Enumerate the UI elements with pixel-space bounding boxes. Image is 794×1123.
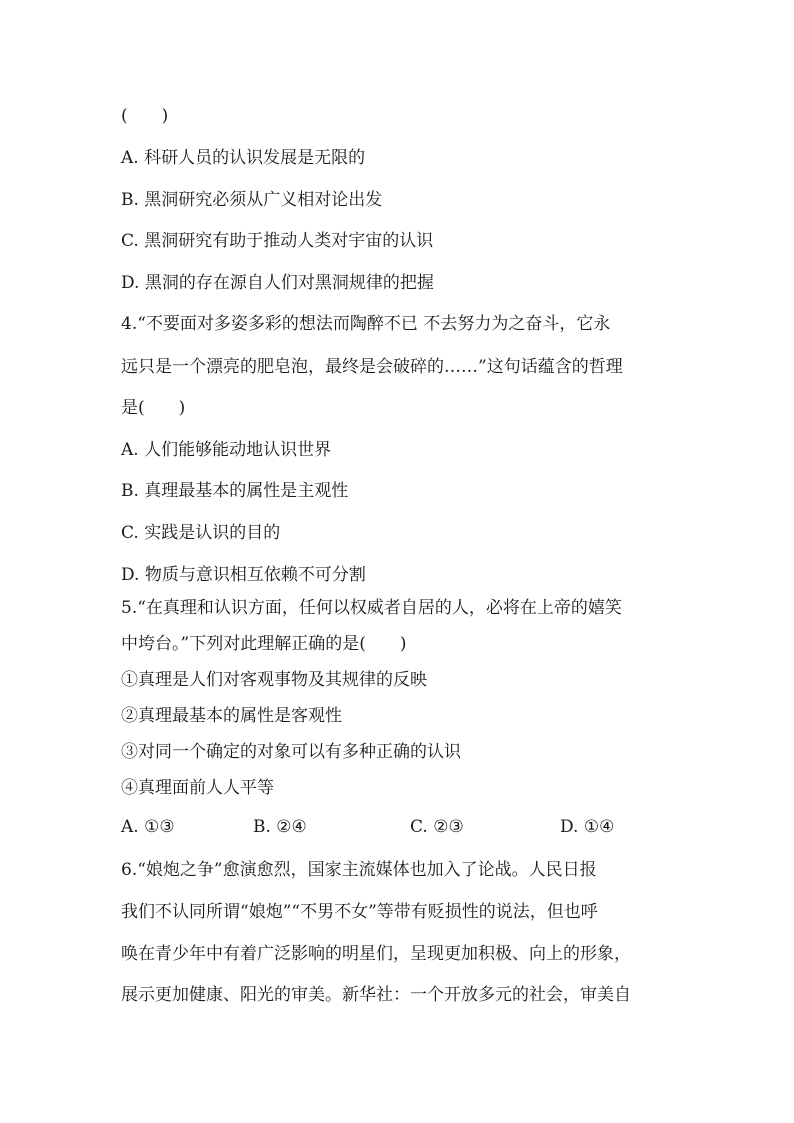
- q5-option-b: B. ②④: [253, 817, 307, 837]
- q3-option-b: B. 黑洞研究必须从广义相对论出发: [121, 190, 383, 210]
- q4-option-c: C. 实践是认识的目的: [121, 523, 281, 543]
- q3-option-c: C. 黑洞研究有助于推动人类对宇宙的认识: [121, 231, 434, 251]
- q5-statement-3: ③对同一个确定的对象可以有多种正确的认识: [121, 742, 461, 762]
- q3-answer-blank: ( ): [121, 106, 169, 126]
- q5-stem-line-1: 5.“在真理和认识方面，任何以权威者自居的人，必将在上帝的嬉笑: [121, 598, 622, 618]
- q4-stem-line-2: 远只是一个漂亮的肥皂泡，最终是会破碎的……”这句话蕴含的哲理: [121, 357, 623, 377]
- q5-statement-2: ②真理最基本的属性是客观性: [121, 706, 342, 726]
- q4-stem-line-1: 4.“不要面对多姿多彩的想法而陶醉不已 不去努力为之奋斗，它永: [121, 314, 611, 334]
- q5-option-d: D. ①④: [560, 817, 615, 837]
- q3-option-a: A. 科研人员的认识发展是无限的: [121, 148, 366, 168]
- q6-stem-line-3: 唤在青少年中有着广泛影响的明星们，呈现更加积极、向上的形象，: [121, 944, 631, 964]
- q5-stem-line-2: 中垮台。”下列对此理解正确的是( ): [121, 634, 407, 654]
- q5-option-a: A. ①③: [121, 817, 175, 837]
- q4-option-b: B. 真理最基本的属性是主观性: [121, 481, 349, 501]
- q5-statement-1: ①真理是人们对客观事物及其规律的反映: [121, 670, 427, 690]
- q5-statement-4: ④真理面前人人平等: [121, 778, 274, 798]
- q3-option-d: D. 黑洞的存在源自人们对黑洞规律的把握: [121, 273, 434, 293]
- q4-option-d: D. 物质与意识相互依赖不可分割: [121, 565, 366, 585]
- q6-stem-line-1: 6.“娘炮之争”愈演愈烈，国家主流媒体也加入了论战。人民日报: [121, 860, 597, 880]
- q5-options-row: [121, 817, 641, 837]
- q5-option-c: C. ②③: [410, 817, 464, 837]
- q6-stem-line-2: 我们不认同所谓“娘炮”“不男不女”等带有贬损性的说法，但也呼: [121, 902, 598, 922]
- q4-stem-line-3: 是( ): [121, 398, 186, 418]
- q6-stem-line-4: 展示更加健康、阳光的审美。新华社：一个开放多元的社会，审美自: [121, 985, 631, 1005]
- q4-option-a: A. 人们能够能动地认识世界: [121, 440, 332, 460]
